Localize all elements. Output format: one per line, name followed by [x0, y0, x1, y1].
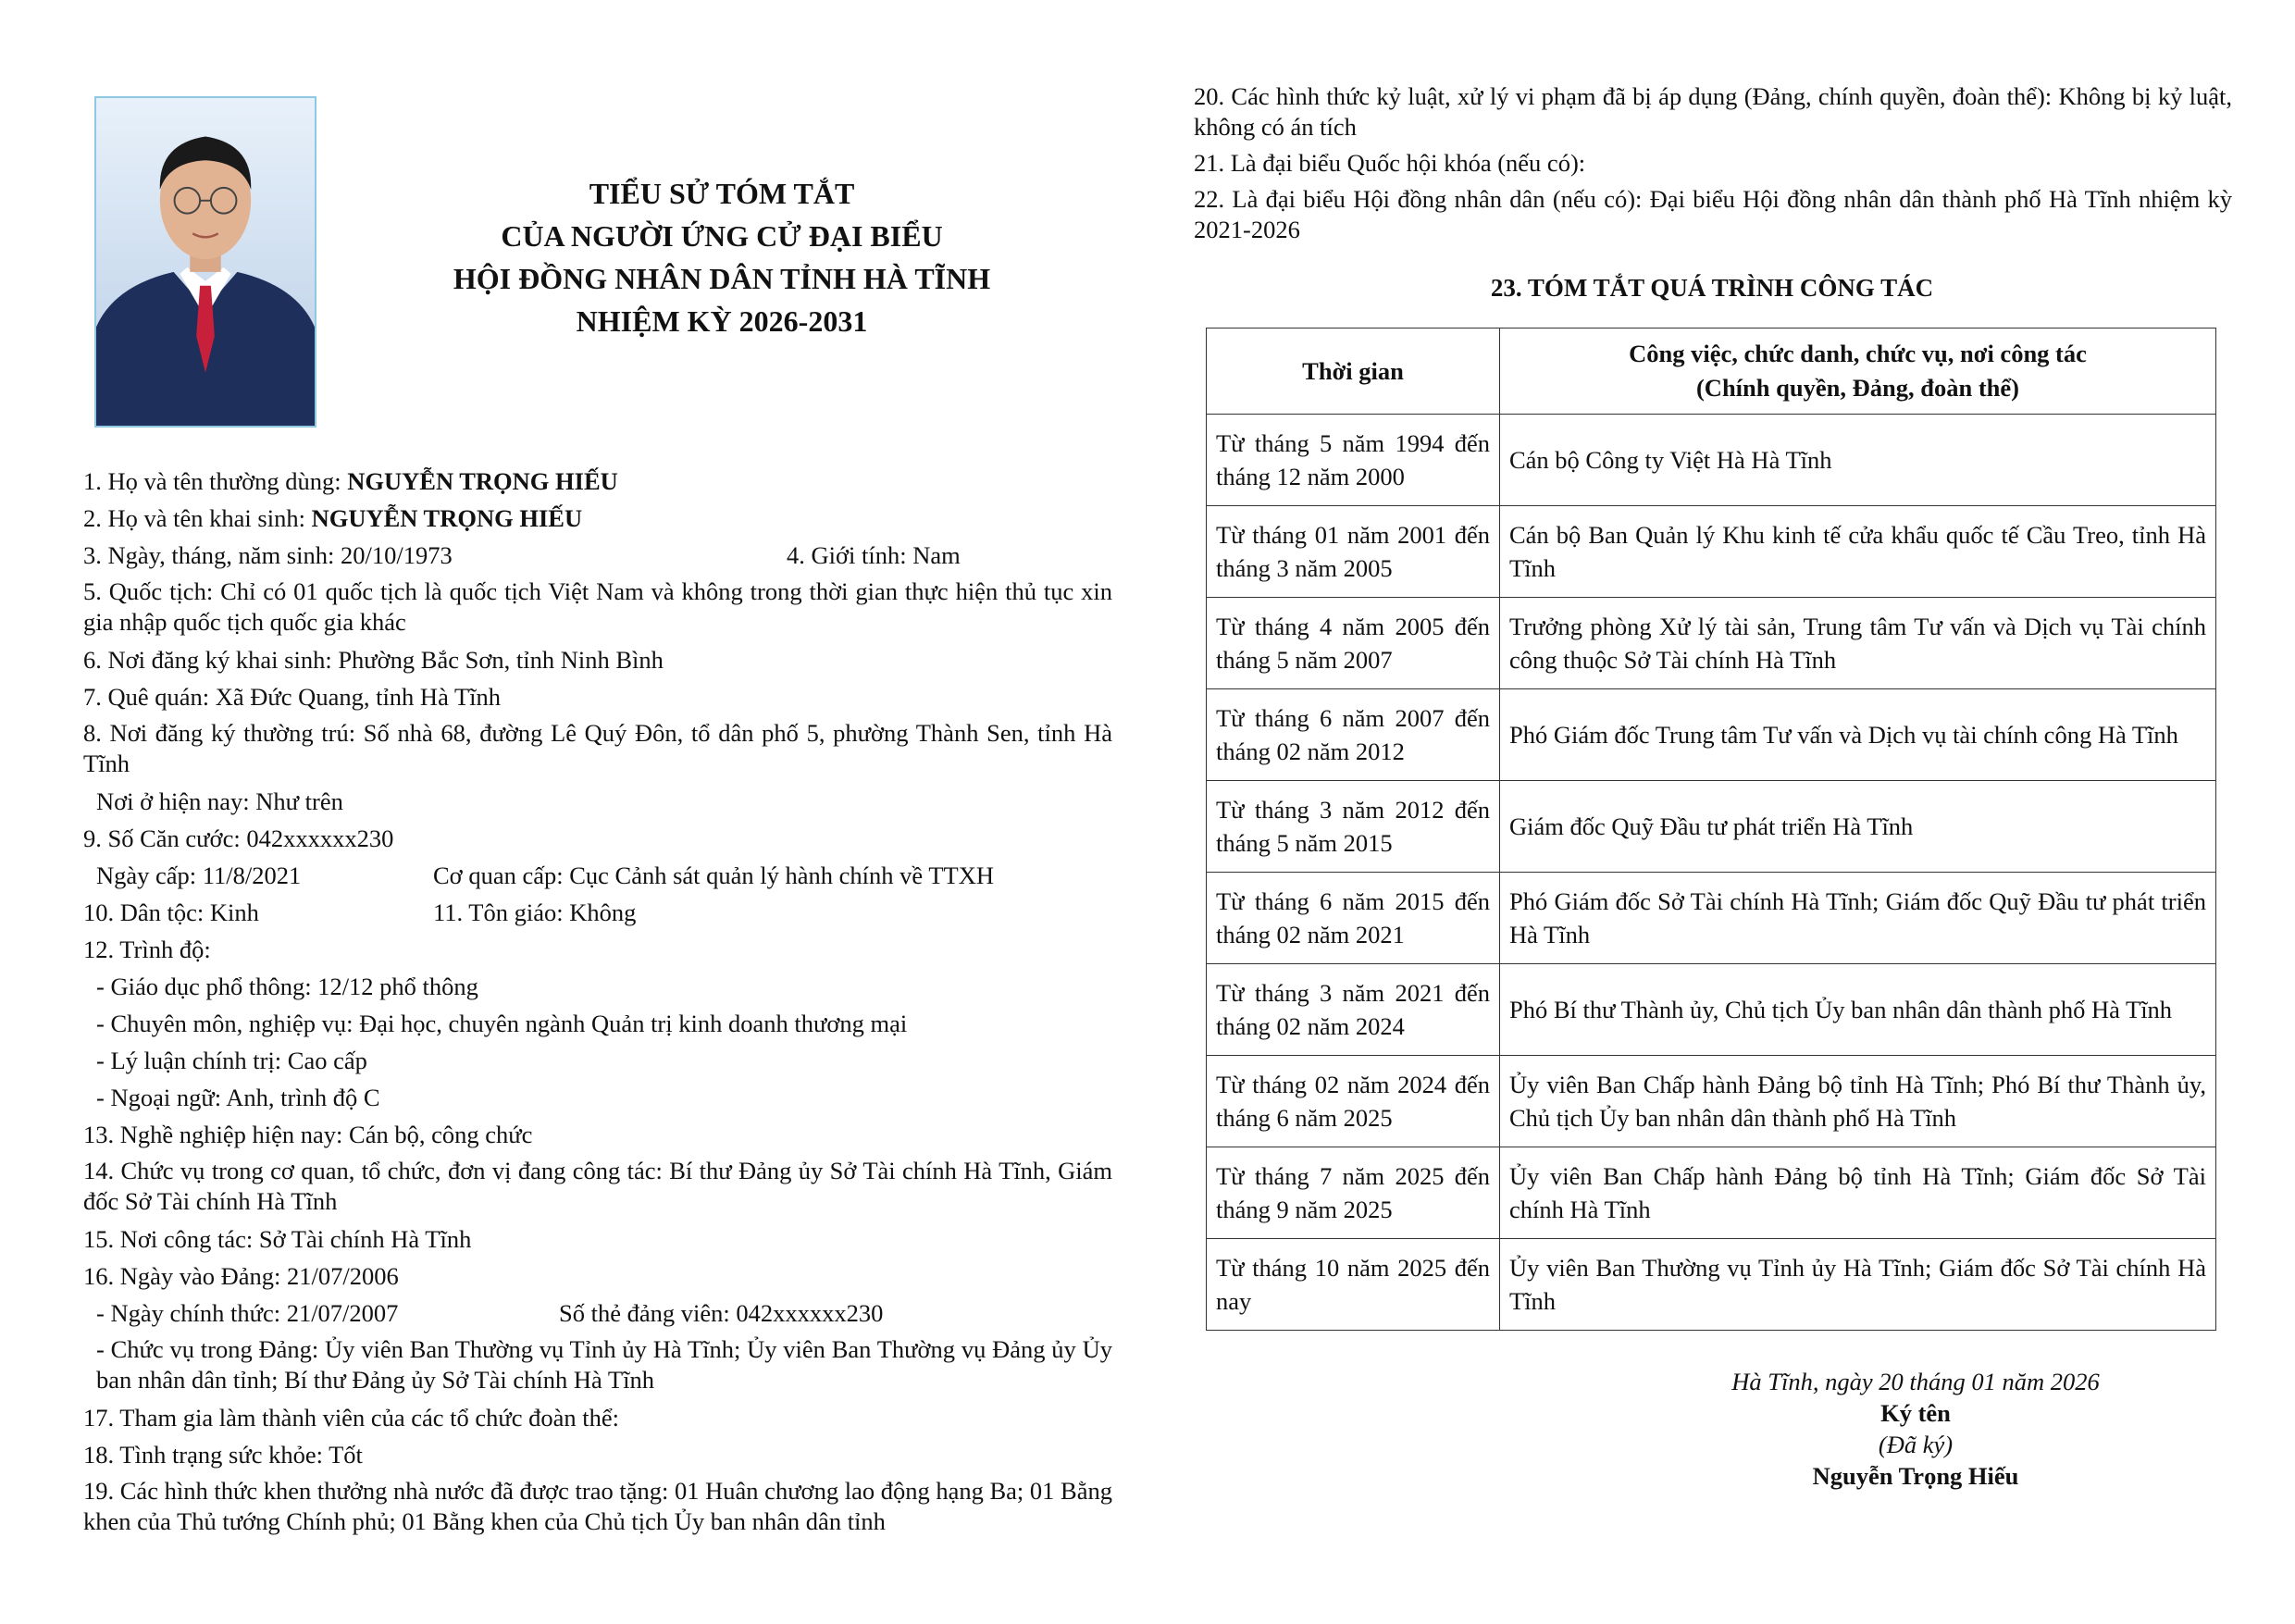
field-id-issue	[83, 857, 1112, 894]
field-workplace: 15. Nơi công tác: Sở Tài chính Hà Tĩnh	[83, 1225, 472, 1253]
field-hometown: 7. Quê quán: Xã Đức Quang, tỉnh Hà Tĩnh	[83, 683, 502, 711]
field-value: NGUYỄN TRỌNG HIẾU	[311, 504, 583, 532]
job-cell: Ủy viên Ban Chấp hành Đảng bộ tỉnh Hà Tĩnh; Giám đốc Sở Tài chính Hà Tĩnh	[1500, 1147, 2216, 1239]
table-row	[1207, 415, 2216, 506]
time-cell: Từ tháng 5 năm 1994 đến tháng 12 năm 2000	[1207, 415, 1500, 506]
title-line-4: NHIỆM KỲ 2026-2031	[576, 304, 868, 338]
field-nationality: 5. Quốc tịch: Chỉ có 01 quốc tịch là quốc tịch Việt Nam và không trong thời gian thực hiện thủ tục xin gia nhập quốc tịch quốc gia khác	[83, 577, 1112, 636]
job-cell: Cán bộ Công ty Việt Hà Hà Tĩnh	[1500, 415, 2216, 506]
column-header-job	[1500, 329, 2216, 415]
work-history-table	[1206, 328, 2216, 1331]
title-line-1: TIỂU SỬ TÓM TẮT	[589, 177, 855, 210]
field-position: 14. Chức vụ trong cơ quan, tổ chức, đơn vị đang công tác: Bí thư Đảng ủy Sở Tài chính Hà Tĩnh, Giám đốc Sở Tài chính Hà Tĩnh	[83, 1157, 1112, 1215]
field-birth-registration: 6. Nơi đăng ký khai sinh: Phường Bắc Sơn, tỉnh Ninh Bình	[83, 646, 664, 674]
field-party-official	[83, 1295, 1112, 1332]
biography-fields-continued	[1194, 81, 2232, 251]
field-party-date: - Ngày chính thức: 21/07/2007	[96, 1299, 399, 1327]
table-row	[1207, 689, 2216, 781]
field-birth-name	[83, 500, 1112, 537]
job-cell: Phó Giám đốc Trung tâm Tư vấn và Dịch vụ tài chính công Hà Tĩnh	[1500, 689, 2216, 781]
field-religion: 11. Tôn giáo: Không	[433, 899, 637, 926]
field-id-number: 9. Số Căn cước: 042xxxxxx230	[83, 824, 394, 852]
field-dob-gender	[83, 537, 1112, 574]
field-organizations: 17. Tham gia làm thành viên của các tổ chức đoàn thể:	[83, 1404, 620, 1432]
job-cell: Phó Giám đốc Sở Tài chính Hà Tĩnh; Giám đốc Quỹ Đầu tư phát triển Hà Tĩnh	[1500, 873, 2216, 964]
job-cell: Ủy viên Ban Thường vụ Tỉnh ủy Hà Tĩnh; Giám đốc Sở Tài chính Hà Tĩnh	[1500, 1239, 2216, 1331]
field-current-residence: Nơi ở hiện nay: Như trên	[96, 787, 343, 815]
signer-name: Nguyễn Trọng Hiếu	[1812, 1462, 2019, 1490]
field-label: 2. Họ và tên khai sinh:	[83, 504, 312, 532]
signature-block	[1592, 1366, 2239, 1492]
field-common-name	[83, 463, 1112, 500]
biography-fields	[83, 463, 1112, 1541]
column-header-time: Thời gian	[1207, 329, 1500, 415]
time-cell: Từ tháng 4 năm 2005 đến tháng 5 năm 2007	[1207, 598, 1500, 689]
signature-label: Ký tên	[1880, 1399, 1951, 1427]
signature-status: (Đã ký)	[1878, 1431, 1954, 1458]
field-dob: 3. Ngày, tháng, năm sinh: 20/10/1973	[83, 541, 453, 569]
time-cell: Từ tháng 6 năm 2015 đến tháng 02 năm 2021	[1207, 873, 1500, 964]
table-row	[1207, 781, 2216, 873]
time-cell: Từ tháng 7 năm 2025 đến tháng 9 năm 2025	[1207, 1147, 1500, 1239]
document-title	[352, 172, 1092, 342]
portrait-photo	[94, 96, 316, 428]
field-national-assembly: 21. Là đại biểu Quốc hội khóa (nếu có):	[1194, 149, 1586, 177]
job-cell: Trưởng phòng Xử lý tài sản, Trung tâm Tư vấn và Dịch vụ Tài chính công thuộc Sở Tài chính Hà Tĩnh	[1500, 598, 2216, 689]
field-ethnicity-religion	[83, 894, 1112, 931]
field-label: 1. Họ và tên thường dùng:	[83, 467, 348, 495]
job-cell: Giám đốc Quỹ Đầu tư phát triển Hà Tĩnh	[1500, 781, 2216, 873]
table-row	[1207, 1239, 2216, 1331]
signature-place-date: Hà Tĩnh, ngày 20 tháng 01 năm 2026	[1731, 1368, 2100, 1395]
field-discipline: 20. Các hình thức kỷ luật, xử lý vi phạm đã bị áp dụng (Đảng, chính quyền, đoàn thể): Không bị kỷ luật, không có án tích	[1194, 82, 2232, 141]
time-cell: Từ tháng 10 năm 2025 đến nay	[1207, 1239, 1500, 1331]
time-cell: Từ tháng 02 năm 2024 đến tháng 6 năm 2025	[1207, 1056, 1500, 1147]
field-ethnicity: 10. Dân tộc: Kinh	[83, 899, 259, 926]
field-health: 18. Tình trạng sức khỏe: Tốt	[83, 1441, 363, 1469]
job-cell: Cán bộ Ban Quản lý Khu kinh tế cửa khẩu quốc tế Cầu Treo, tỉnh Hà Tĩnh	[1500, 506, 2216, 598]
field-education-professional: - Chuyên môn, nghiệp vụ: Đại học, chuyên ngành Quản trị kinh doanh thương mại	[96, 1010, 908, 1037]
work-history-heading: 23. TÓM TẮT QUÁ TRÌNH CÔNG TÁC	[1490, 274, 1934, 302]
field-id-date: Ngày cấp: 11/8/2021	[96, 862, 302, 889]
table-row	[1207, 964, 2216, 1056]
field-awards: 19. Các hình thức khen thưởng nhà nước đã được trao tặng: 01 Huân chương lao động hạng Ba; 01 Bằng khen của Thủ tướng Chính phủ; 01 Bằng khen của Chủ tịch Ủy ban nhân dân tỉnh	[83, 1477, 1112, 1535]
field-occupation: 13. Nghề nghiệp hiện nay: Cán bộ, công chức	[83, 1121, 533, 1148]
field-education-political: - Lý luận chính trị: Cao cấp	[96, 1047, 367, 1074]
field-education-general: - Giáo dục phổ thông: 12/12 phổ thông	[96, 973, 478, 1000]
table-row	[1207, 873, 2216, 964]
title-line-3: HỘI ĐỒNG NHÂN DÂN TỈNH HÀ TĨNH	[453, 262, 991, 295]
title-line-2: CỦA NGƯỜI ỨNG CỬ ĐẠI BIỂU	[501, 219, 943, 253]
column-header-job-line-2: (Chính quyền, Đảng, đoàn thể)	[1695, 374, 2020, 402]
job-cell: Phó Bí thư Thành ủy, Chủ tịch Ủy ban nhân dân thành phố Hà Tĩnh	[1500, 964, 2216, 1056]
table-row	[1207, 506, 2216, 598]
field-party-position: - Chức vụ trong Đảng: Ủy viên Ban Thường vụ Tỉnh ủy Hà Tĩnh; Ủy viên Ban Thường vụ Đảng ủy Ủy ban nhân dân tỉnh; Bí thư Đảng ủy Sở Tài chính Hà Tĩnh	[96, 1335, 1112, 1394]
field-value: NGUYỄN TRỌNG HIẾU	[347, 467, 618, 495]
time-cell: Từ tháng 6 năm 2007 đến tháng 02 năm 2012	[1207, 689, 1500, 781]
field-peoples-council: 22. Là đại biểu Hội đồng nhân dân (nếu có): Đại biểu Hội đồng nhân dân thành phố Hà Tĩnh nhiệm kỳ 2021-2026	[1194, 185, 2232, 243]
field-education-language: - Ngoại ngữ: Anh, trình độ C	[96, 1084, 380, 1111]
field-party-join: 16. Ngày vào Đảng: 21/07/2006	[83, 1262, 399, 1290]
table-header-row	[1207, 329, 2216, 415]
field-permanent-address: 8. Nơi đăng ký thường trú: Số nhà 68, đường Lê Quý Đôn, tổ dân phố 5, phường Thành Sen, tỉnh Hà Tĩnh	[83, 719, 1112, 777]
table-row	[1207, 1147, 2216, 1239]
field-party-card: Số thẻ đảng viên: 042xxxxxx230	[559, 1299, 884, 1327]
table-row	[1207, 598, 2216, 689]
job-cell: Ủy viên Ban Chấp hành Đảng bộ tỉnh Hà Tĩnh; Phó Bí thư Thành ủy, Chủ tịch Ủy ban nhân dân thành phố Hà Tĩnh	[1500, 1056, 2216, 1147]
field-id-agency: Cơ quan cấp: Cục Cảnh sát quản lý hành chính về TTXH	[433, 862, 994, 889]
column-header-job-line-1: Công việc, chức danh, chức vụ, nơi công tác	[1629, 340, 2087, 367]
time-cell: Từ tháng 01 năm 2001 đến tháng 3 năm 2005	[1207, 506, 1500, 598]
time-cell: Từ tháng 3 năm 2012 đến tháng 5 năm 2015	[1207, 781, 1500, 873]
field-gender: 4. Giới tính: Nam	[787, 541, 961, 569]
field-education: 12. Trình độ:	[83, 936, 211, 963]
table-row	[1207, 1056, 2216, 1147]
time-cell: Từ tháng 3 năm 2021 đến tháng 02 năm 2024	[1207, 964, 1500, 1056]
